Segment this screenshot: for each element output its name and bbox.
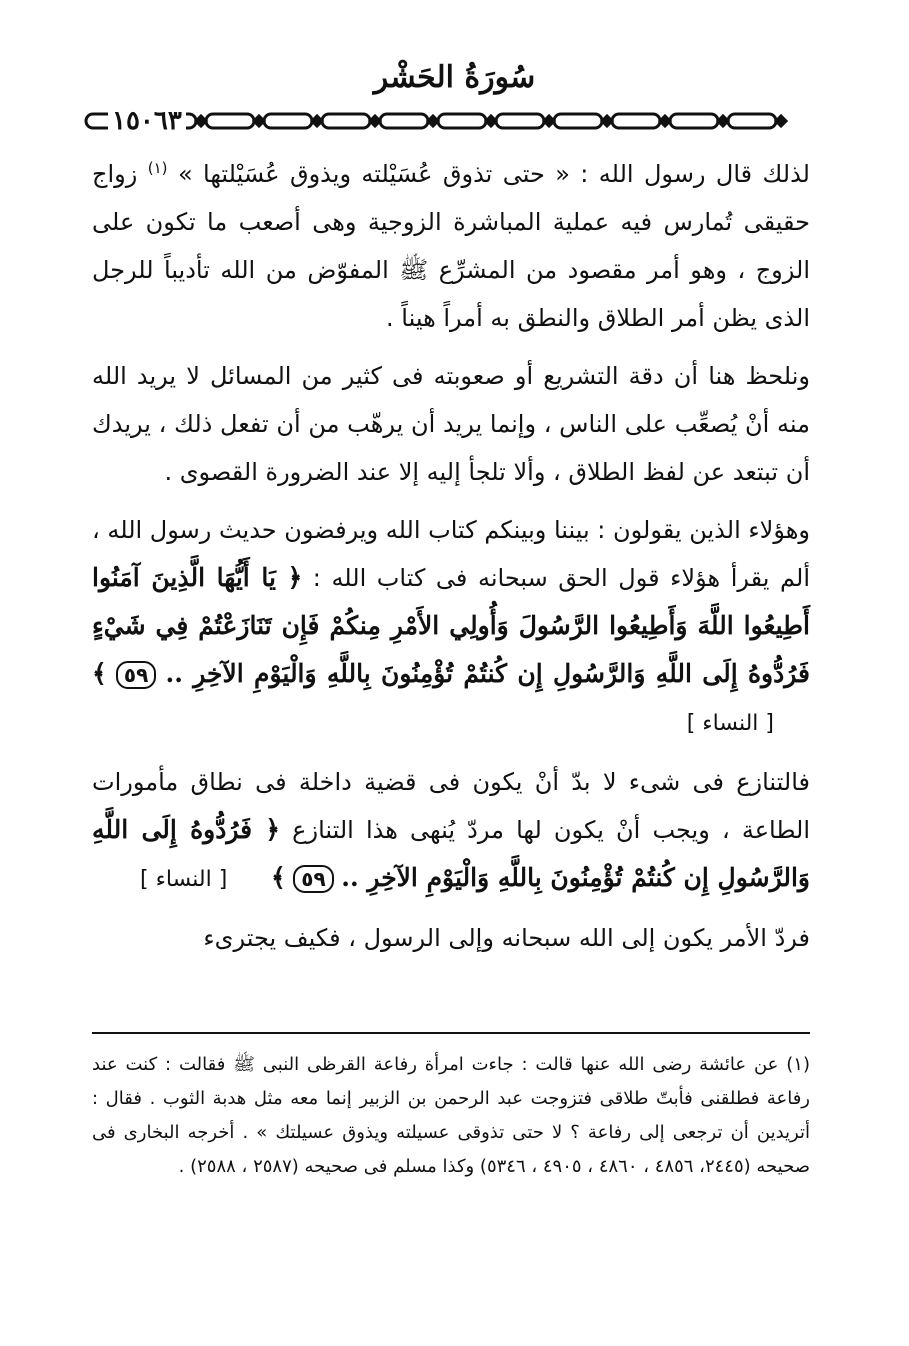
paragraph-4 <box>92 758 810 904</box>
quran-verse: ﴿ يَا أَيُّهَا الَّذِينَ آمَنُوا أَطِيعُوا اللَّهَ وَأَطِيعُوا الرَّسُولَ وَأُولِي الأَمْرِ مِنكُمْ فَإِن تَنَازَعْتُمْ فِي شَيْءٍ فَرُدُّوهُ إِلَى اللَّهِ وَالرَّسُولِ إِن كُنتُمْ تُؤْمِنُونَ بِاللَّهِ وَالْيَوْمِ الآخِرِ .. <box>92 563 810 688</box>
body-text <box>92 150 810 962</box>
paragraph-3-text: وهؤلاء الذين يقولون : بيننا وبينكم كتاب الله ويرفضون حديث رسول الله ، ألم يقرأ هؤلاء قول الحق سبحانه فى كتاب الله : <box>92 516 810 592</box>
footnote-marker: (١) <box>147 159 168 177</box>
paragraph-2-text: ونلحظ هنا أن دقة التشريع أو صعوبته فى كثير من المسائل لا يريد الله منه أنْ يُصعِّب على الناس ، وإنما يريد أن يرهّب من أن تفعل ذلك ، يريدك أن تبتعد عن لفظ الطلاق ، وألا تلجأ إليه إلا عند الضرورة القصوى . <box>92 362 810 486</box>
surah-reference: [ النساء ] <box>140 867 228 892</box>
paragraph-4-text: فالتنازع فى شىء لا بدّ أنْ يكون فى قضية داخلة فى نطاق مأمورات الطاعة ، ويجب أنْ يكون لها مردّ يُنهى هذا التنازع <box>92 768 810 844</box>
footnote-divider <box>92 1032 810 1034</box>
paragraph-2 <box>92 352 810 496</box>
ayah-number-badge: ٥٩ <box>116 661 156 689</box>
verse-close-bracket: ﴾ <box>270 863 286 892</box>
surah-title: سُورَةُ الحَشْر <box>373 60 536 95</box>
verse-close-bracket: ﴾ <box>92 659 107 688</box>
surah-reference: [ النساء ] <box>686 711 774 736</box>
quran-verse: ﴿ فَرُدُّوهُ إِلَى اللَّهِ وَالرَّسُولِ إِن كُنتُمْ تُؤْمِنُونَ بِاللَّهِ وَالْيَوْمِ الآخِرِ .. <box>92 815 810 892</box>
paragraph-3 <box>92 506 810 748</box>
footnote: (١) عن عائشة رضى الله عنها قالت : جاءت امرأة رفاعة القرظى النبى ﷺ فقالت : كنت عند رفاعة فطلقنى فأبتّ طلاقى فتزوجت عبد الرحمن بن الزبير إنما معه مثل هدبة الثوب . فقال : أتريدين أن ترجعى إلى رفاعة ؟ لا حتى تذوقى عسيلته ويذوق عسيلتك » . أخرجه البخارى فى صحيحه (٢٤٤٥، ٤٨٥٦ ، ٤٨٦٠ ، ٤٩٠٥ ، ٥٣٤٦) وكذا مسلم فى صحيحه (٢٥٨٧ ، ٢٥٨٨) . <box>92 1054 810 1177</box>
ayah-number-badge: ٥٩ <box>293 865 333 893</box>
paragraph-5 <box>92 914 810 962</box>
paragraph-1-text: لذلك قال رسول الله : « حتى تذوق عُسَيْلته ويذوق عُسَيْلتها » <box>177 160 810 188</box>
paragraph-1-continuation: زواج حقيقى تُمارس فيه عملية المباشرة الزوجية وهى أصعب ما تكون على الزوج ، وهو أمر مقصود من المشرِّع ﷺ المفوّض من الله تأديباً للرجل الذى يظن أمر الطلاق والنطق به أمراً هيناً . <box>92 160 810 332</box>
decorative-chain-border <box>84 104 824 138</box>
page-number: ١٥٠٦٣ <box>108 104 186 138</box>
paragraph-5-text: فردّ الأمر يكون إلى الله سبحانه وإلى الرسول ، فكيف يجترىء <box>203 924 810 952</box>
paragraph-1 <box>92 150 810 342</box>
